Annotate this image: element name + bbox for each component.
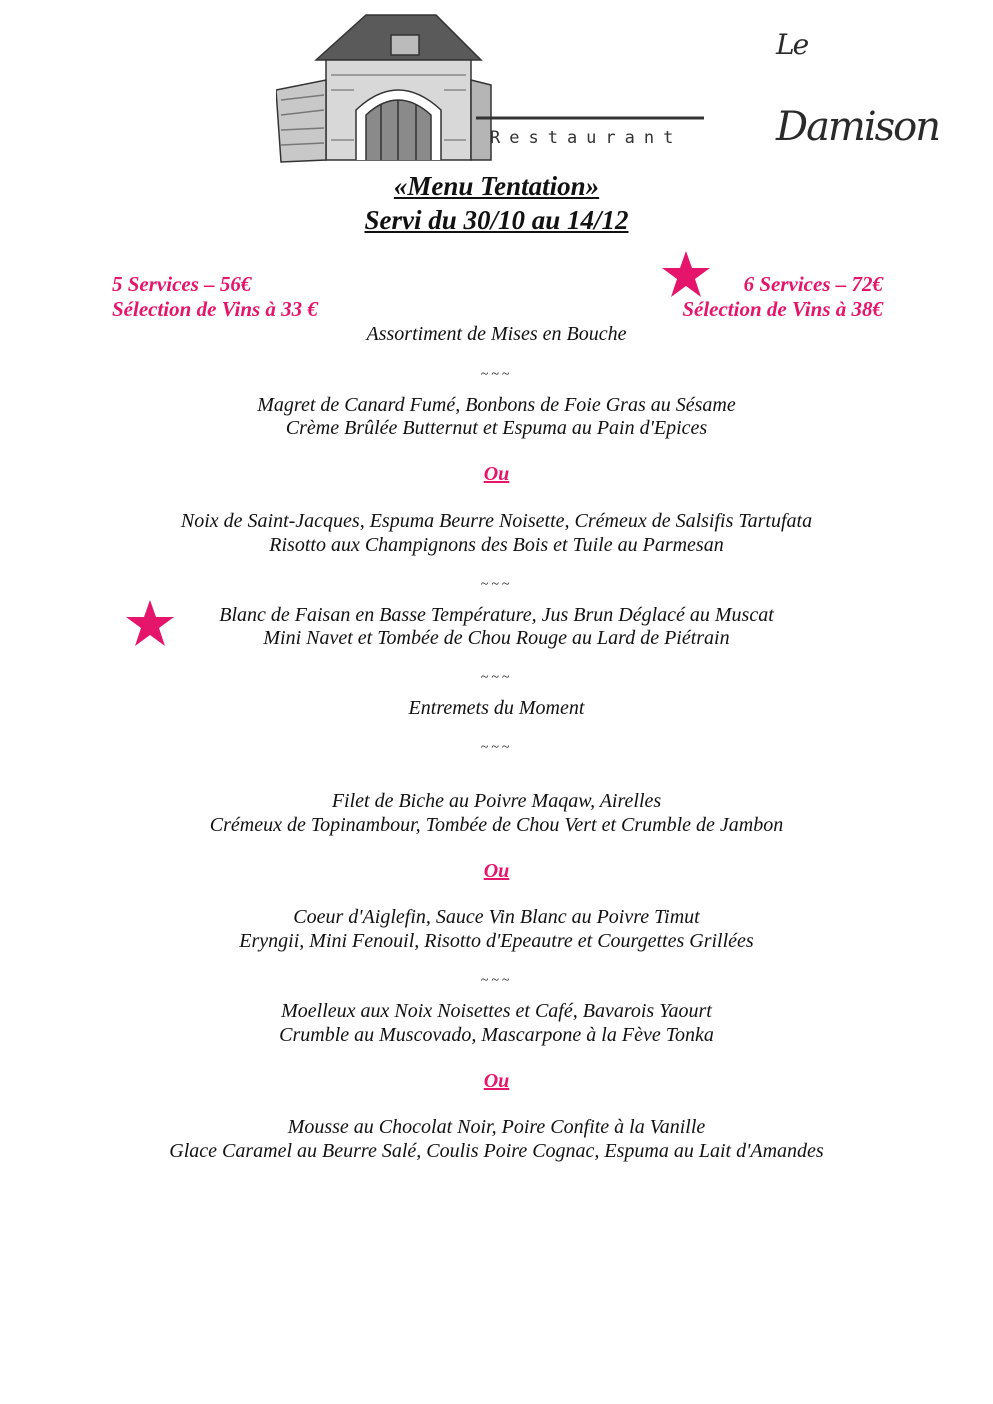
dessert1-line1: Moelleux aux Noix Noisettes et Café, Bavarois Yaourt xyxy=(281,1000,712,1022)
logo-subtitle: Restaurant xyxy=(490,128,683,148)
or-label: Ou xyxy=(483,1070,510,1092)
offer-right-services: 6 Services – 72€ xyxy=(743,272,883,296)
logo-script-name: Damison xyxy=(776,104,940,150)
main2-line1: Coeur d'Aiglefin, Sauce Vin Blanc au Poivre Timut xyxy=(293,906,700,928)
dessert2-line2: Glace Caramel au Beurre Salé, Coulis Poire Cognac, Espuma au Lait d'Amandes xyxy=(169,1140,824,1162)
or-label: Ou xyxy=(483,860,510,882)
menu-dates: Servi du 30/10 au 14/12 xyxy=(364,205,629,235)
main2-line2: Eryngii, Mini Fenouil, Risotto d'Epeautre et Courgettes Grillées xyxy=(239,930,754,952)
entremets: Entremets du Moment xyxy=(408,697,585,719)
extra-course-line2: Mini Navet et Tombée de Chou Rouge au Lard de Piétrain xyxy=(263,627,730,649)
starter2-line2: Risotto aux Champignons des Bois et Tuile au Parmesan xyxy=(269,534,724,556)
offer-left-services: 5 Services – 56€ xyxy=(112,272,252,296)
separator: ~~~ xyxy=(480,670,513,685)
main1-line2: Crémeux de Topinambour, Tombée de Chou Vert et Crumble de Jambon xyxy=(209,814,784,836)
separator: ~~~ xyxy=(480,740,513,755)
or-label: Ou xyxy=(483,463,510,485)
offer-right-wines: Sélection de Vins à 38€ xyxy=(682,297,883,321)
dessert2-line1: Mousse au Chocolat Noir, Poire Confite à la Vanille xyxy=(287,1116,706,1138)
starter2-line1: Noix de Saint-Jacques, Espuma Beurre Noisette, Crémeux de Salsifis Tartufata xyxy=(180,510,813,532)
restaurant-logo xyxy=(276,0,940,170)
dessert1-line2: Crumble au Muscovado, Mascarpone à la Fève Tonka xyxy=(279,1024,714,1046)
offer-left xyxy=(112,272,318,322)
offer-left-wines: Sélection de Vins à 33 € xyxy=(112,297,318,321)
extra-course-line1: Blanc de Faisan en Basse Température, Jus Brun Déglacé au Muscat xyxy=(219,604,774,626)
separator: ~~~ xyxy=(480,973,513,988)
logo-script xyxy=(776,8,939,156)
main1-line1: Filet de Biche au Poivre Maqaw, Airelles xyxy=(331,790,662,812)
amuse-bouche: Assortiment de Mises en Bouche xyxy=(366,323,627,345)
menu-title: «Menu Tentation» xyxy=(393,171,600,201)
offer-right xyxy=(682,272,883,322)
logo-script-le: Le xyxy=(776,28,808,61)
starter1-line2: Crème Brûlée Butternut et Espuma au Pain d'Epices xyxy=(285,417,708,439)
starter1-line1: Magret de Canard Fumé, Bonbons de Foie Gras au Sésame xyxy=(257,394,736,416)
separator: ~~~ xyxy=(480,577,513,592)
separator: ~~~ xyxy=(480,367,513,382)
